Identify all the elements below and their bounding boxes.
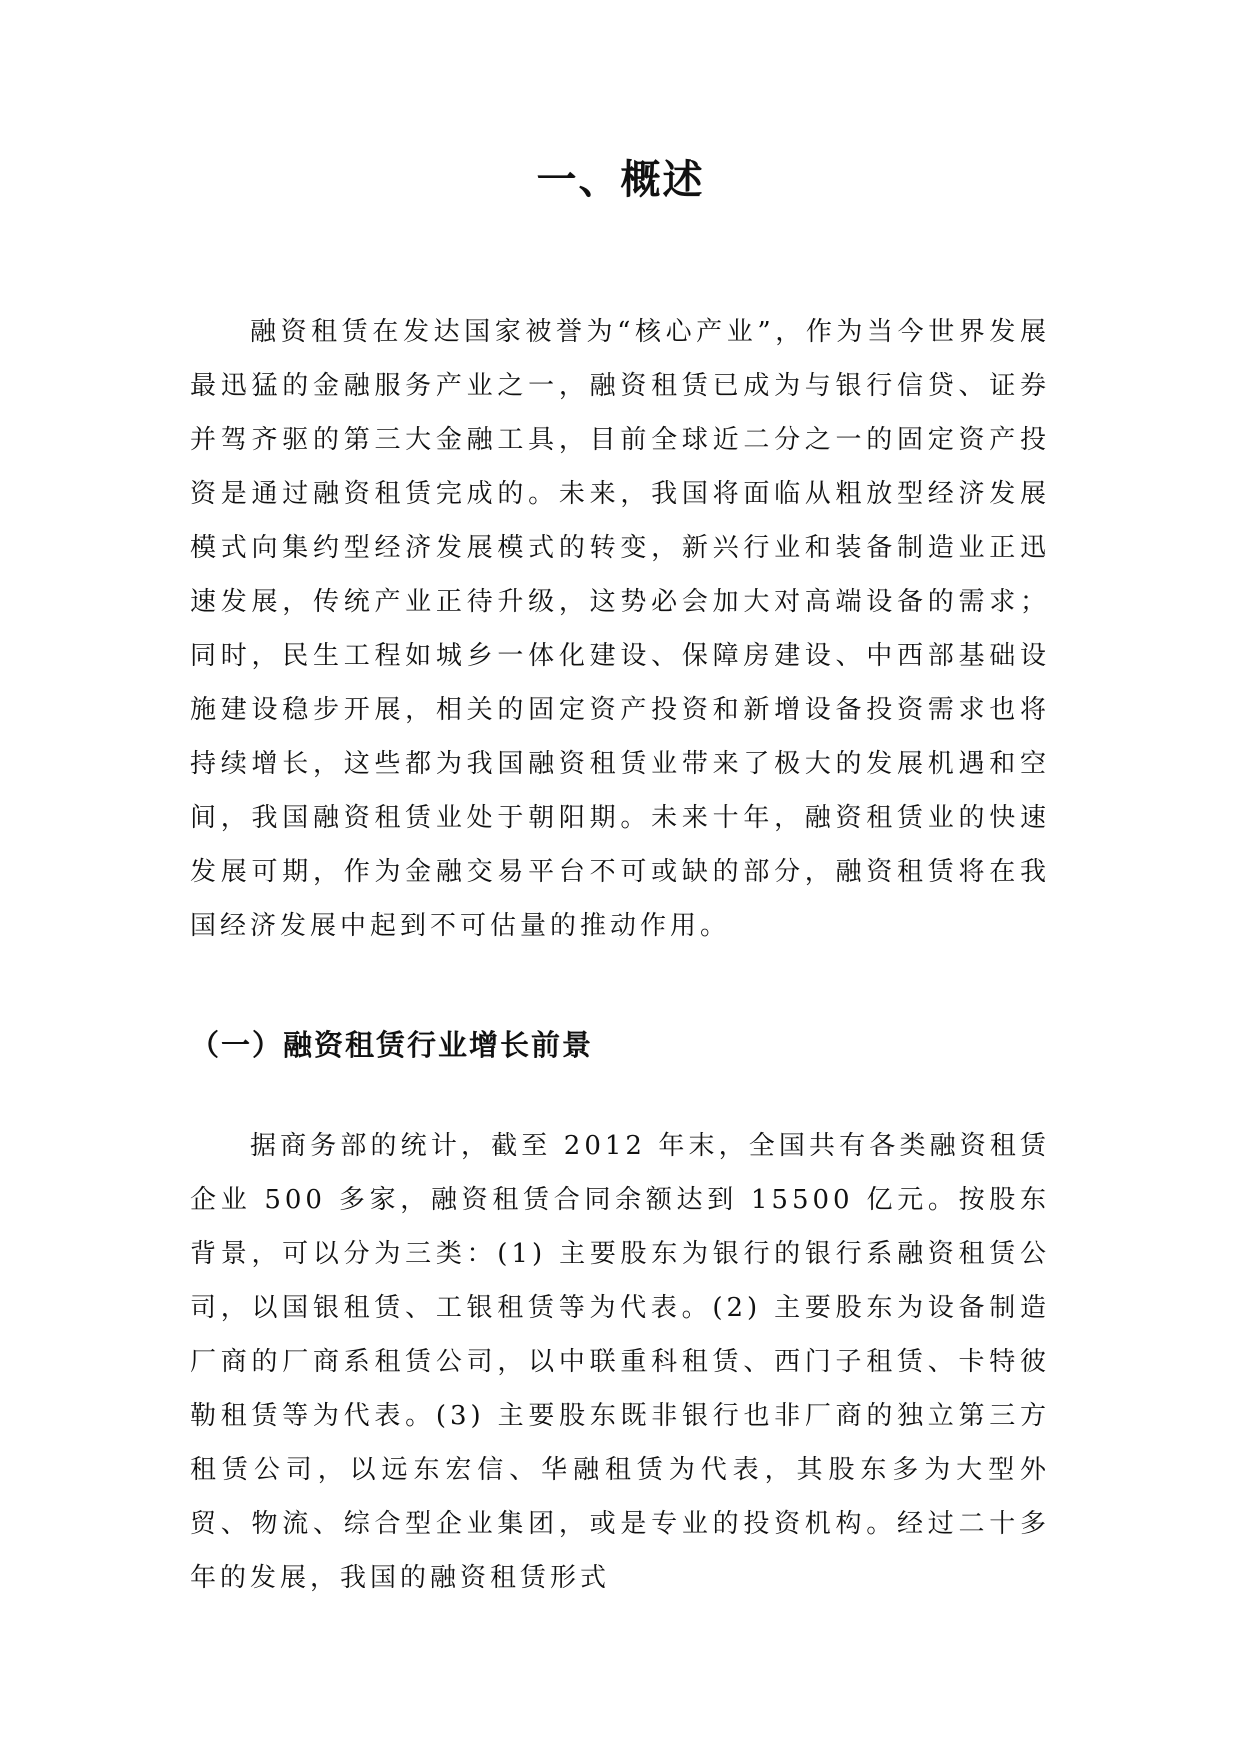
chapter-title: 一、概述 xyxy=(536,157,705,203)
section-paragraph: 据商务部的统计，截至 2012 年末，全国共有各类融资租赁企业 500 多家，融资租赁合同余额达到 15500 亿元。按股东背景，可以分为三类：(1) 主要股东为银行的银行系融资租赁公司，以国银租赁、工银租赁等为代表。(2) 主要股东为设备制造厂商的厂商系租赁公司，以中联重科租赁、西门子租赁、卡特彼勒租赁等为代表。(3) 主要股东既非银行也非厂商的独立第三方租赁公司，以远东宏信、华融租赁为代表，其股东多为大型外贸、物流、综合型企业集团，或是专业的投资机构。经过二十多年的发展，我国的融资租赁形式 xyxy=(190,1131,1050,1593)
section-heading: （一）融资租赁行业增长前景 xyxy=(190,1028,594,1062)
intro-paragraph: 融资租赁在发达国家被誉为“核心产业”，作为当今世界发展最迅猛的金融服务产业之一，融资租赁已成为与银行信贷、证券并驾齐驱的第三大金融工具，目前全球近二分之一的固定资产投资是通过融资租赁完成的。未来，我国将面临从粗放型经济发展模式向集约型经济发展模式的转变，新兴行业和装备制造业正迅速发展，传统产业正待升级，这势必会加大对高端设备的需求；同时，民生工程如城乡一体化建设、保障房建设、中西部基础设施建设稳步开展，相关的固定资产投资和新增设备投资需求也将持续增长，这些都为我国融资租赁业带来了极大的发展机遇和空间，我国融资租赁业处于朝阳期。未来十年，融资租赁业的快速发展可期，作为金融交易平台不可或缺的部分，融资租赁将在我国经济发展中起到不可估量的推动作用。 xyxy=(190,317,1050,941)
